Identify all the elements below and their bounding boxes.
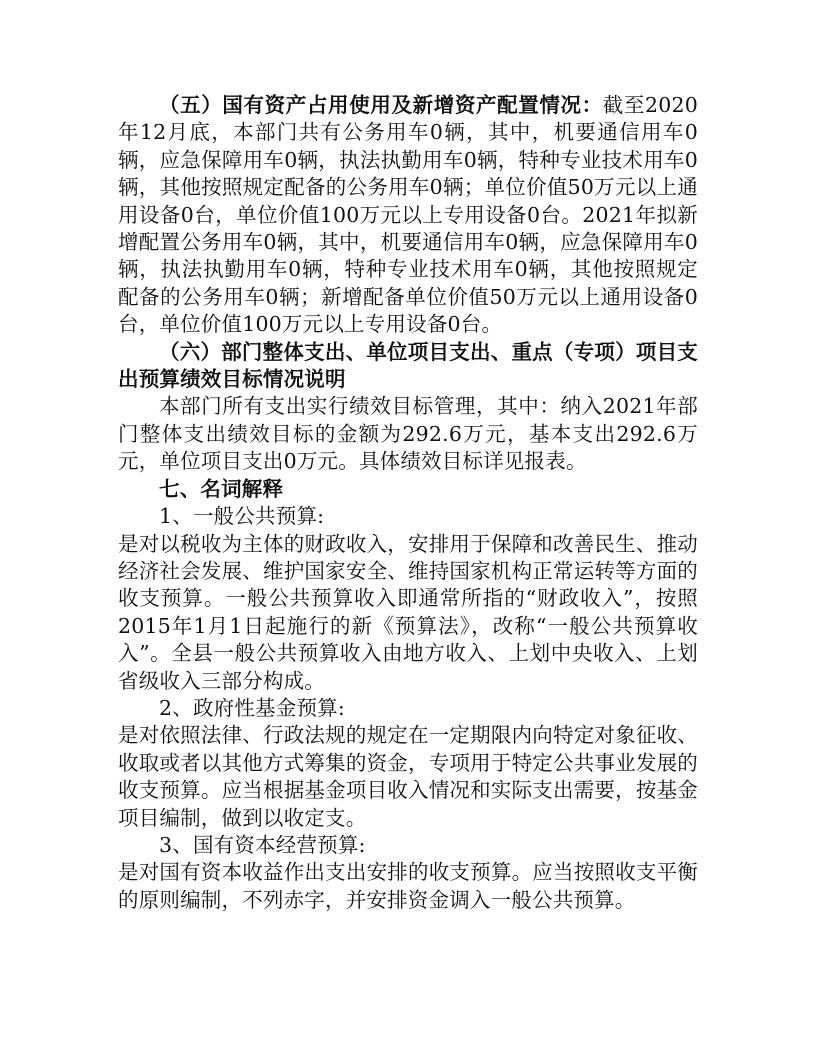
section-6-heading: （六）部门整体支出、单位项目支出、重点（专项）项目支出预算绩效目标情况说明 xyxy=(118,339,698,392)
term-1-body: 是对以税收为主体的财政收入，安排用于保障和改善民生、推动经济社会发展、维护国家安全、维持国家机构正常运转等方面的收支预算。一般公共预算收入即通常所指的“财政收入”，按照2015年1月1日起施行的新《预算法》，改称“一般公共预算收入”。全县一般公共预算收入由地方收入、上划中央收入、上划省级收入三部分构成。 xyxy=(118,531,698,693)
section-5-paragraph xyxy=(118,92,698,339)
document-page xyxy=(118,92,698,914)
term-3-title: 3、国有资本经营预算: xyxy=(159,832,366,857)
term-1-title: 1、一般公共预算: xyxy=(159,504,325,529)
section-5-body: 截至2020年12月底，本部门共有公务用车0辆，其中，机要通信用车0辆，应急保障用车0辆，执法执勤用车0辆，特种专业技术用车0辆，其他按照规定配备的公务用车0辆；单位价值50万元以上通用设备0台，单位价值100万元以上专用设备0台。2021年拟新增配置公务用车0辆，其中，机要通信用车0辆，应急保障用车0辆，执法执勤用车0辆，特种专业技术用车0辆，其他按照规定配备的公务用车0辆；新增配备单位价值50万元以上通用设备0台，单位价值100万元以上专用设备0台。 xyxy=(118,93,698,337)
section-7-heading: 七、名词解释 xyxy=(159,476,284,501)
section-6-body: 本部门所有支出实行绩效目标管理，其中：纳入2021年部门整体支出绩效目标的金额为292.6万元，基本支出292.6万元，单位项目支出0万元。具体绩效目标详见报表。 xyxy=(118,394,698,474)
term-2-body: 是对依照法律、行政法规的规定在一定期限内向特定对象征收、收取或者以其他方式筹集的资金，专项用于特定公共事业发展的收支预算。应当根据基金项目收入情况和实际支出需要，按基金项目编制，做到以收定支。 xyxy=(118,723,698,830)
term-2-title: 2、政府性基金预算: xyxy=(159,695,345,720)
term-3-body: 是对国有资本收益作出支出安排的收支预算。应当按照收支平衡的原则编制，不列赤字，并安排资金调入一般公共预算。 xyxy=(118,860,698,912)
section-5-heading: （五）国有资产占用使用及新增资产配置情况： xyxy=(159,93,603,117)
